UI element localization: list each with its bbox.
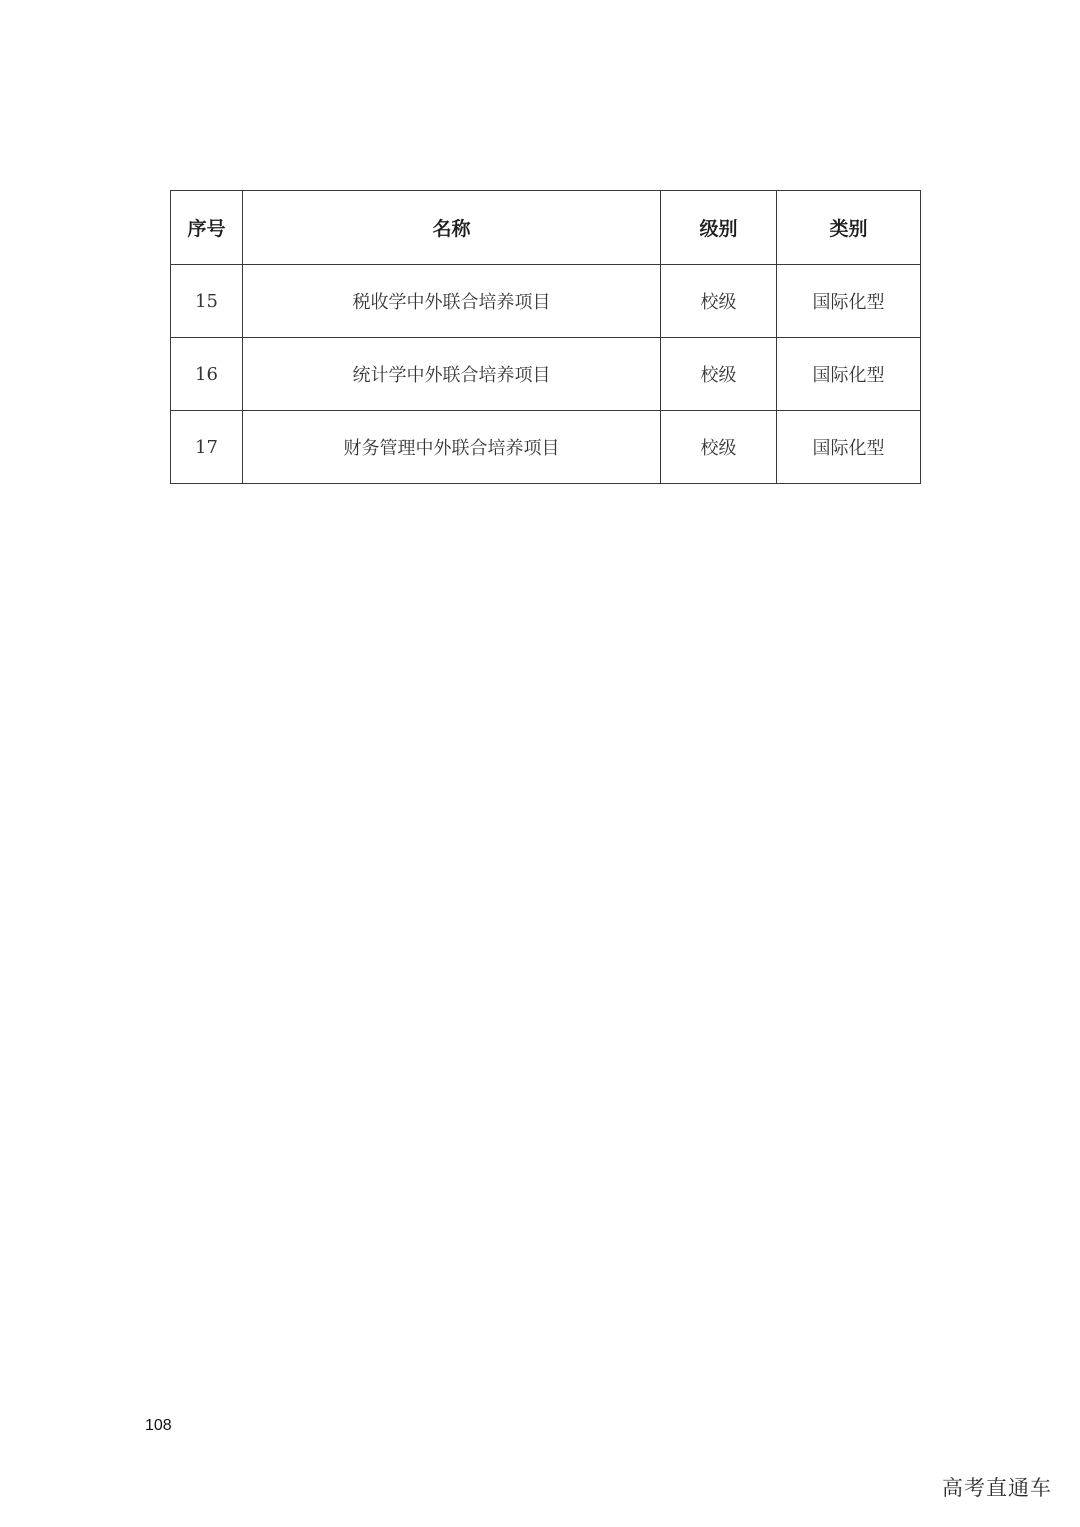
page-number: 108 xyxy=(145,1417,172,1434)
table-row xyxy=(171,265,921,338)
row-name: 税收学中外联合培养项目 xyxy=(243,265,661,338)
row-category: 国际化型 xyxy=(777,338,921,411)
table-row xyxy=(171,338,921,411)
table-header-row xyxy=(171,191,921,265)
header-index: 序号 xyxy=(171,191,243,265)
header-name: 名称 xyxy=(243,191,661,265)
row-category: 国际化型 xyxy=(777,411,921,484)
row-index: 17 xyxy=(171,411,243,484)
watermark-text: 高考直通车 xyxy=(942,1476,1052,1500)
row-index: 15 xyxy=(171,265,243,338)
row-index: 16 xyxy=(171,338,243,411)
row-level: 校级 xyxy=(661,265,777,338)
row-name: 财务管理中外联合培养项目 xyxy=(243,411,661,484)
row-name: 统计学中外联合培养项目 xyxy=(243,338,661,411)
table-row xyxy=(171,411,921,484)
row-level: 校级 xyxy=(661,338,777,411)
row-category: 国际化型 xyxy=(777,265,921,338)
header-level: 级别 xyxy=(661,191,777,265)
row-level: 校级 xyxy=(661,411,777,484)
header-category: 类别 xyxy=(777,191,921,265)
project-table xyxy=(170,190,921,484)
